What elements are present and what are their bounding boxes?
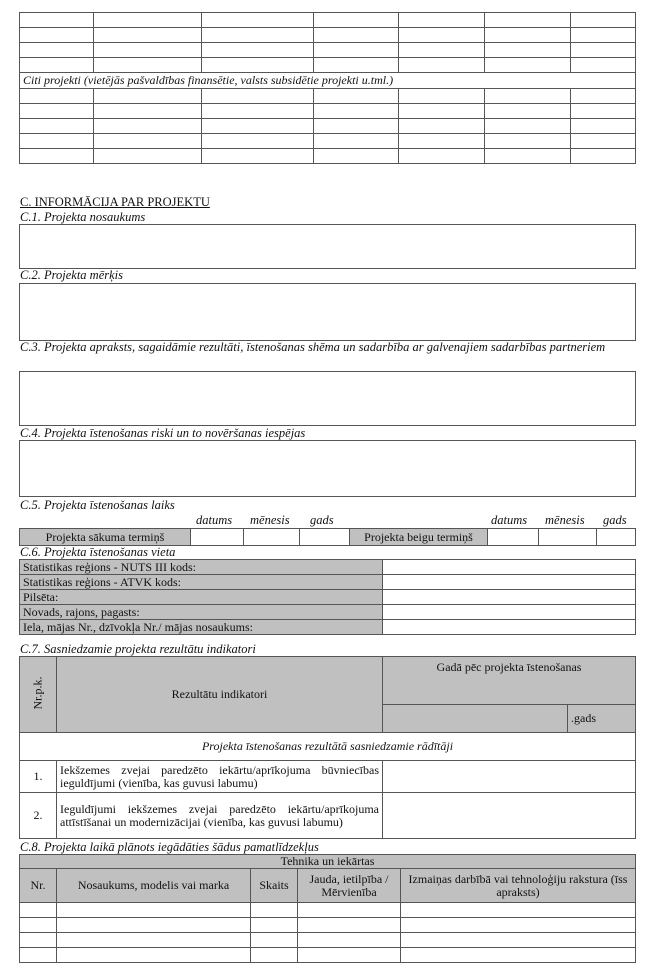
table-cell[interactable] bbox=[485, 28, 571, 43]
table-cell[interactable] bbox=[401, 933, 636, 948]
indicators-table bbox=[19, 656, 636, 839]
table-cell[interactable] bbox=[485, 89, 571, 104]
location-row bbox=[20, 575, 636, 590]
c1-label: C.1. Projekta nosaukums bbox=[20, 210, 146, 224]
equipment-group-header: Tehnika un iekārtas bbox=[20, 855, 636, 869]
table-row bbox=[20, 28, 636, 43]
table-cell[interactable] bbox=[202, 89, 314, 104]
start-term-label: Projekta sākuma termiņš bbox=[20, 529, 191, 546]
table-cell[interactable] bbox=[94, 89, 202, 104]
table-cell[interactable] bbox=[20, 948, 57, 963]
end-month-cell[interactable] bbox=[539, 529, 597, 546]
table-cell[interactable] bbox=[399, 28, 485, 43]
table-row bbox=[20, 918, 636, 933]
table-cell[interactable] bbox=[485, 43, 571, 58]
table-cell[interactable] bbox=[202, 28, 314, 43]
indicator-value[interactable] bbox=[383, 793, 636, 839]
table-cell[interactable] bbox=[485, 58, 571, 73]
equipment-col-header: Skaits bbox=[251, 869, 298, 903]
table-cell[interactable] bbox=[57, 903, 251, 918]
nr-header: Nr.p.k. bbox=[20, 657, 57, 733]
table-cell[interactable] bbox=[314, 134, 399, 149]
table-cell[interactable] bbox=[20, 119, 94, 134]
c3-label: C.3. Projekta apraksts, sagaidāmie rezultāti, īstenošanas shēma un sadarbība ar galvenajiem sadarbības partneriem bbox=[20, 340, 606, 354]
table-cell[interactable] bbox=[20, 28, 94, 43]
table-cell[interactable] bbox=[485, 119, 571, 134]
indicator-text: Ieguldījumi iekšzemes zvejai paredzēto iekārtu/aprīkojuma attīstīšanai un modernizācijai (vienība, kas guvusi labumu) bbox=[57, 793, 383, 839]
location-row bbox=[20, 620, 636, 635]
equipment-col-header: Izmaiņas darbībā vai tehnoloģiju rakstura (īss apraksts) bbox=[401, 869, 636, 903]
table-row bbox=[20, 119, 636, 134]
table-cell[interactable] bbox=[20, 918, 57, 933]
end-year-header: gads bbox=[603, 513, 627, 527]
table-cell[interactable] bbox=[94, 134, 202, 149]
equipment-col-header: Jauda, ietilpība / Mērvienība bbox=[298, 869, 401, 903]
year-input[interactable] bbox=[383, 705, 568, 733]
location-table bbox=[19, 559, 636, 635]
project-risks-field[interactable] bbox=[19, 440, 636, 497]
start-month-cell[interactable] bbox=[244, 529, 300, 546]
table-cell[interactable] bbox=[314, 43, 399, 58]
end-day-cell[interactable] bbox=[488, 529, 539, 546]
indicators-subheader: Projekta īstenošanas rezultātā sasniedzamie rādītāji bbox=[20, 733, 636, 761]
table-cell[interactable] bbox=[399, 119, 485, 134]
table-cell[interactable] bbox=[20, 104, 94, 119]
indicator-row bbox=[20, 793, 636, 839]
c5-label: C.5. Projekta īstenošanas laiks bbox=[20, 498, 175, 512]
table-cell[interactable] bbox=[571, 28, 636, 43]
table-cell[interactable] bbox=[399, 104, 485, 119]
project-name-field[interactable] bbox=[19, 224, 636, 269]
table-cell[interactable] bbox=[399, 134, 485, 149]
start-year-header: gads bbox=[310, 513, 334, 527]
project-goal-field[interactable] bbox=[19, 283, 636, 341]
year-after-header: Gadā pēc projekta īstenošanas bbox=[383, 657, 636, 705]
table-cell[interactable] bbox=[571, 134, 636, 149]
table-cell[interactable] bbox=[94, 149, 202, 164]
table-cell[interactable] bbox=[401, 918, 636, 933]
location-label: Novads, rajons, pagasts: bbox=[20, 605, 383, 620]
c8-label: C.8. Projekta laikā plānots iegādāties šādus pamatlīdzekļus bbox=[20, 840, 319, 854]
location-value[interactable] bbox=[383, 560, 636, 575]
c4-label: C.4. Projekta īstenošanas riski un to novēršanas iespējas bbox=[20, 426, 306, 440]
table-cell[interactable] bbox=[571, 13, 636, 28]
table-cell[interactable] bbox=[571, 58, 636, 73]
table-cell[interactable] bbox=[571, 104, 636, 119]
table-cell[interactable] bbox=[20, 933, 57, 948]
table-cell[interactable] bbox=[298, 933, 401, 948]
table-cell[interactable] bbox=[94, 28, 202, 43]
project-timeline-table bbox=[19, 528, 636, 546]
table-cell[interactable] bbox=[485, 13, 571, 28]
other-projects-label: Citi projekti (vietējās pašvaldības finansētie, valsts subsidētie projekti u.tml.) bbox=[20, 73, 636, 89]
table-cell[interactable] bbox=[20, 58, 94, 73]
table-cell[interactable] bbox=[202, 58, 314, 73]
table-cell[interactable] bbox=[202, 134, 314, 149]
table-cell[interactable] bbox=[57, 948, 251, 963]
table-cell[interactable] bbox=[314, 149, 399, 164]
table-cell[interactable] bbox=[314, 104, 399, 119]
table-cell[interactable] bbox=[399, 43, 485, 58]
table-cell[interactable] bbox=[314, 28, 399, 43]
table-cell[interactable] bbox=[94, 43, 202, 58]
start-day-header: datums bbox=[196, 513, 233, 527]
table-cell[interactable] bbox=[94, 58, 202, 73]
table-cell[interactable] bbox=[94, 13, 202, 28]
table-cell[interactable] bbox=[298, 918, 401, 933]
location-row bbox=[20, 590, 636, 605]
indicators-header: Rezultātu indikatori bbox=[57, 657, 383, 733]
project-description-field[interactable] bbox=[19, 371, 636, 426]
table-cell[interactable] bbox=[202, 119, 314, 134]
table-row bbox=[20, 149, 636, 164]
table-cell[interactable] bbox=[202, 13, 314, 28]
table-cell[interactable] bbox=[485, 149, 571, 164]
location-value[interactable] bbox=[383, 590, 636, 605]
location-label: Pilsēta: bbox=[20, 590, 383, 605]
table-cell[interactable] bbox=[20, 13, 94, 28]
table-cell[interactable] bbox=[571, 149, 636, 164]
location-value[interactable] bbox=[383, 620, 636, 635]
end-day-header: datums bbox=[491, 513, 528, 527]
table-cell[interactable] bbox=[571, 43, 636, 58]
table-row bbox=[20, 13, 636, 28]
start-day-cell[interactable] bbox=[191, 529, 244, 546]
end-year-cell[interactable] bbox=[597, 529, 636, 546]
table-cell[interactable] bbox=[571, 119, 636, 134]
table-cell[interactable] bbox=[20, 89, 94, 104]
equipment-table bbox=[19, 854, 636, 963]
table-row bbox=[20, 134, 636, 149]
indicator-value[interactable] bbox=[383, 761, 636, 793]
location-value[interactable] bbox=[383, 575, 636, 590]
location-label: Iela, mājas Nr., dzīvokļa Nr./ mājas nosaukums: bbox=[20, 620, 383, 635]
table-cell[interactable] bbox=[202, 149, 314, 164]
table-cell[interactable] bbox=[94, 104, 202, 119]
c2-label: C.2. Projekta mērķis bbox=[20, 268, 123, 282]
table-cell[interactable] bbox=[251, 918, 298, 933]
location-row bbox=[20, 560, 636, 575]
table-cell[interactable] bbox=[202, 43, 314, 58]
table-cell[interactable] bbox=[251, 948, 298, 963]
table-row bbox=[20, 89, 636, 104]
indicator-nr: 1. bbox=[20, 761, 57, 793]
table-cell[interactable] bbox=[314, 89, 399, 104]
funding-table bbox=[19, 12, 636, 164]
table-cell[interactable] bbox=[298, 948, 401, 963]
table-cell[interactable] bbox=[251, 903, 298, 918]
gads-label: .gads bbox=[568, 705, 636, 733]
table-cell[interactable] bbox=[251, 933, 298, 948]
table-cell[interactable] bbox=[314, 119, 399, 134]
table-cell[interactable] bbox=[57, 918, 251, 933]
table-cell[interactable] bbox=[314, 58, 399, 73]
equipment-col-header: Nosaukums, modelis vai marka bbox=[57, 869, 251, 903]
table-cell[interactable] bbox=[399, 58, 485, 73]
table-cell[interactable] bbox=[94, 119, 202, 134]
table-cell[interactable] bbox=[298, 903, 401, 918]
table-cell[interactable] bbox=[485, 134, 571, 149]
table-cell[interactable] bbox=[401, 948, 636, 963]
table-row bbox=[20, 903, 636, 918]
table-cell[interactable] bbox=[20, 149, 94, 164]
table-cell[interactable] bbox=[57, 933, 251, 948]
end-term-label: Projekta beigu termiņš bbox=[350, 529, 488, 546]
start-year-cell[interactable] bbox=[300, 529, 350, 546]
table-cell[interactable] bbox=[485, 104, 571, 119]
start-month-header: mēnesis bbox=[250, 513, 290, 527]
table-cell[interactable] bbox=[202, 104, 314, 119]
indicator-row bbox=[20, 761, 636, 793]
table-cell[interactable] bbox=[399, 13, 485, 28]
equipment-col-header: Nr. bbox=[20, 869, 57, 903]
table-cell[interactable] bbox=[314, 13, 399, 28]
table-cell[interactable] bbox=[20, 43, 94, 58]
location-row bbox=[20, 605, 636, 620]
table-row bbox=[20, 104, 636, 119]
table-cell[interactable] bbox=[401, 903, 636, 918]
table-cell[interactable] bbox=[571, 89, 636, 104]
table-row bbox=[20, 948, 636, 963]
section-c-title: C. INFORMĀCIJA PAR PROJEKTU bbox=[20, 195, 210, 209]
end-month-header: mēnesis bbox=[545, 513, 585, 527]
location-label: Statistikas reģions - ATVK kods: bbox=[20, 575, 383, 590]
table-row bbox=[20, 43, 636, 58]
indicator-text: Iekšzemes zvejai paredzēto iekārtu/aprīkojuma būvniecības ieguldījumi (vienība, kas guvusi labumu) bbox=[57, 761, 383, 793]
location-label: Statistikas reģions - NUTS III kods: bbox=[20, 560, 383, 575]
c6-label: C.6. Projekta īstenošanas vieta bbox=[20, 545, 176, 559]
indicator-nr: 2. bbox=[20, 793, 57, 839]
table-cell[interactable] bbox=[399, 89, 485, 104]
table-cell[interactable] bbox=[399, 149, 485, 164]
table-row bbox=[20, 933, 636, 948]
location-value[interactable] bbox=[383, 605, 636, 620]
table-cell[interactable] bbox=[20, 134, 94, 149]
table-cell[interactable] bbox=[20, 903, 57, 918]
c7-label: C.7. Sasniedzamie projekta rezultātu indikatori bbox=[20, 642, 256, 656]
table-row bbox=[20, 58, 636, 73]
